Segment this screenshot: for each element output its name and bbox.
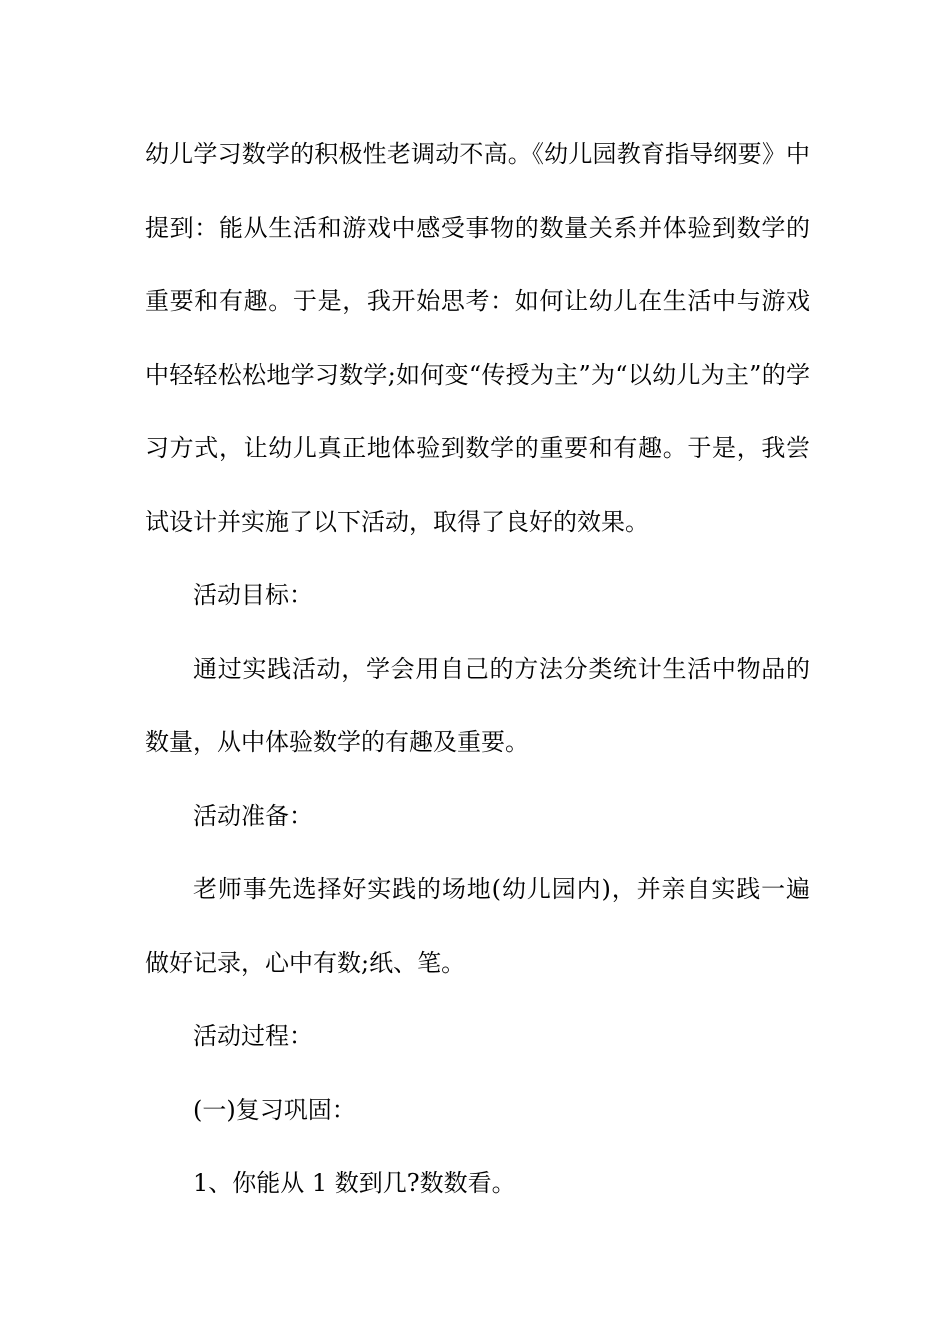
subheading-review: (一)复习巩固：	[193, 1095, 356, 1124]
heading-activity-preparation: 活动准备：	[193, 801, 313, 830]
paragraph-activity-preparation: 老师事先选择好实践的场地(幼儿园内)，并亲自实践一遍做好记录，心中有数;纸、笔。	[145, 875, 810, 977]
document-body	[145, 118, 810, 1221]
heading-activity-process: 活动过程：	[193, 1022, 313, 1050]
paragraph-intro: 幼儿学习数学的积极性老调动不高。《幼儿园教育指导纲要》中提到：能从生活和游戏中感受事物的数量关系并体验到数学的重要和有趣。于是，我开始思考：如何让幼儿在生活中与游戏中轻轻松松地学习数学;如何变“传授为主”为“以幼儿为主”的学习方式，让幼儿真正地体验到数学的重要和有趣。于是，我尝试设计并实施了以下活动，取得了良好的效果。	[145, 140, 810, 536]
paragraph-activity-goal: 通过实践活动，学会用自己的方法分类统计生活中物品的数量，从中体验数学的有趣及重要。	[145, 654, 810, 756]
list-item-1: 1、你能从 1 数到几?数数看。	[193, 1169, 516, 1197]
heading-activity-goal: 活动目标：	[193, 581, 313, 609]
